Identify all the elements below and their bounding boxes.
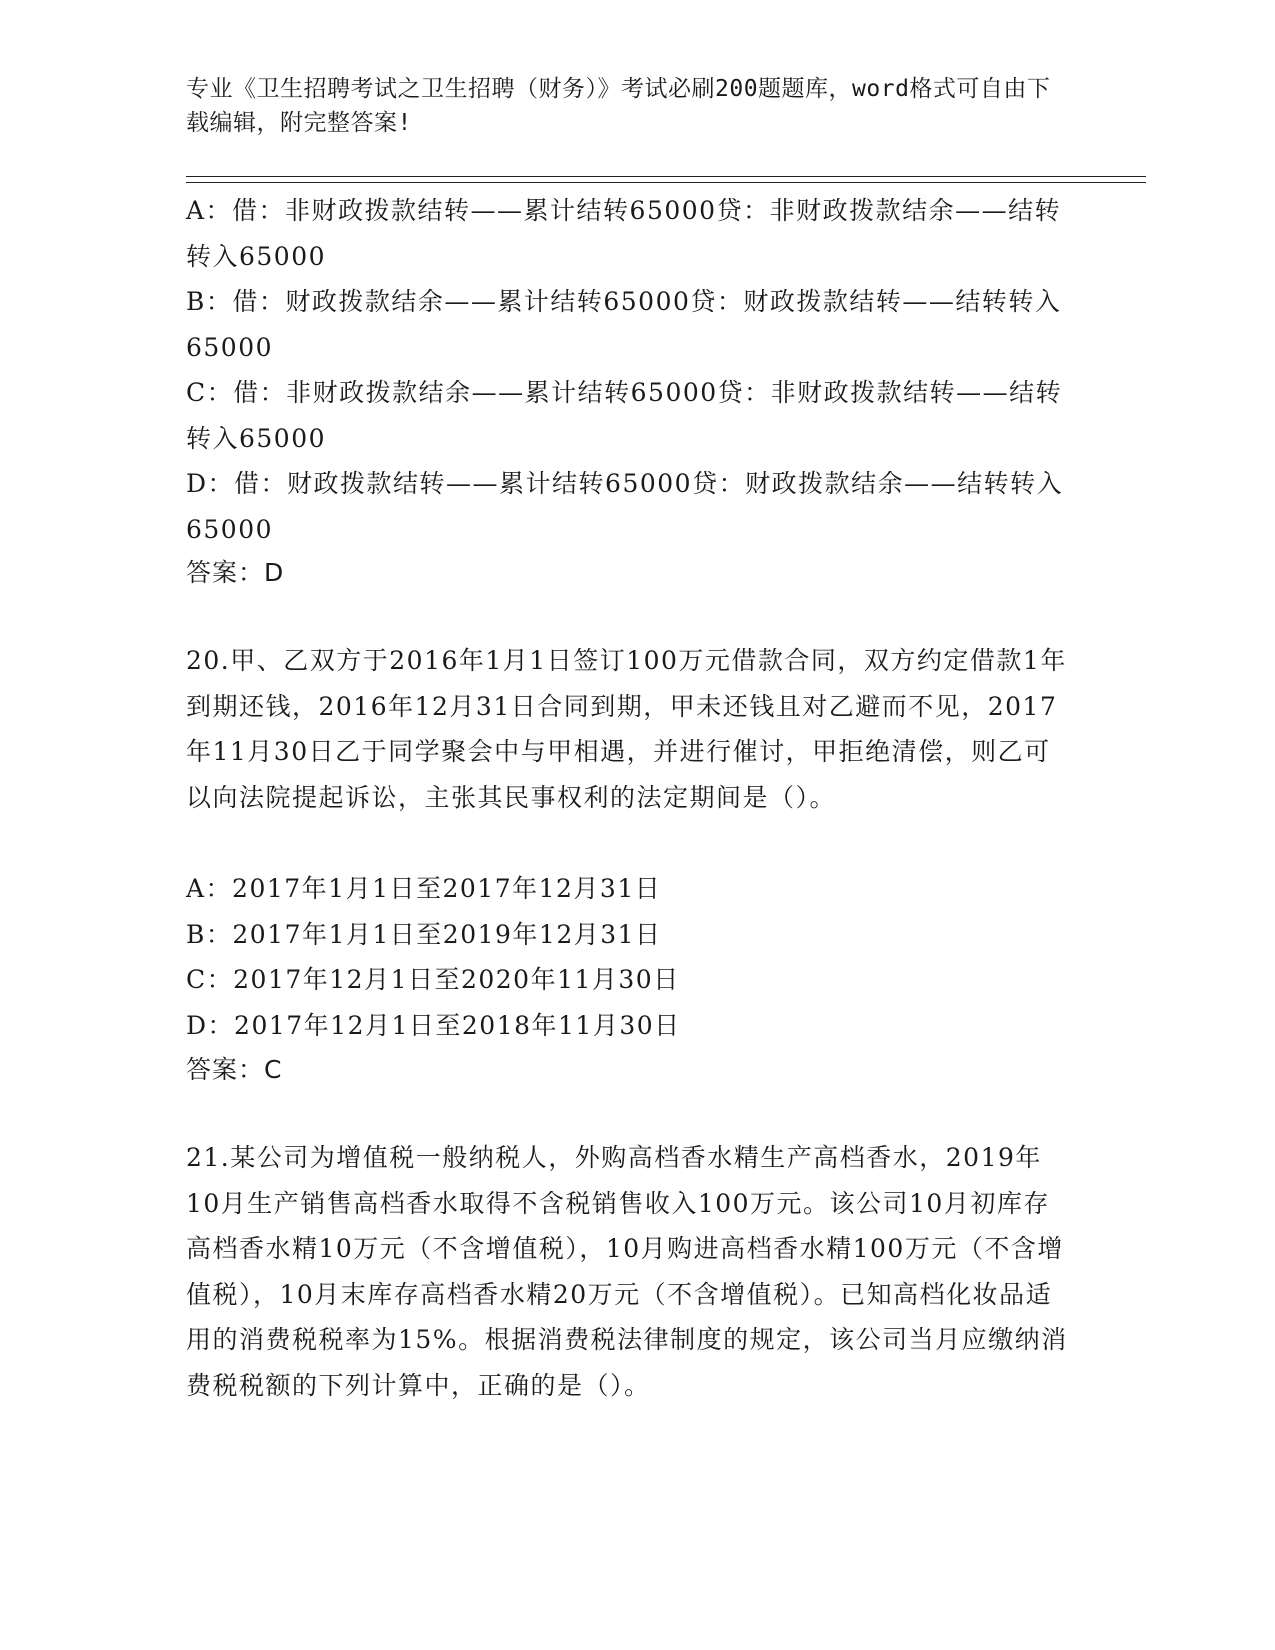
option-d: D：借：财政拨款结转——累计结转65000贷：财政拨款结余——结转转入65000 xyxy=(186,469,1064,544)
document-header: 专业《卫生招聘考试之卫生招聘（财务）》考试必刷200题题库，word格式可自由下载编辑，附完整答案! xyxy=(186,76,1051,136)
question-19-options xyxy=(186,188,1076,552)
question-20-options xyxy=(186,866,1076,1048)
option-c: C：借：非财政拨款结余——累计结转65000贷：非财政拨款结转——结转转入65000 xyxy=(186,378,1063,453)
header-divider xyxy=(186,176,1146,183)
question-19-answer: 答案：D xyxy=(186,558,285,587)
question-21-stem: 21.某公司为增值税一般纳税人，外购高档香水精生产高档香水，2019年10月生产销售高档香水取得不含税销售收入100万元。该公司10月初库存高档香水精10万元（不含增值税），10月购进高档香水精100万元（不含增值税），10月末库存高档香水精20万元（不含增值税）。已知高档化妆品适用的消费税税率为15%。根据消费税法律制度的规定，该公司当月应缴纳消费税税额的下列计算中，正确的是（）。 xyxy=(186,1143,1068,1400)
question-20-stem: 20.甲、乙双方于2016年1月1日签订100万元借款合同，双方约定借款1年到期还钱，2016年12月31日合同到期，甲未还钱且对乙避而不见，2017年11月30日乙于同学聚会中与甲相遇，并进行催讨，甲拒绝清偿，则乙可以向法院提起诉讼，主张其民事权利的法定期间是（）。 xyxy=(186,646,1067,812)
question-20-answer: 答案：C xyxy=(186,1055,283,1084)
option-b: B：2017年1月1日至2019年12月31日 xyxy=(186,919,662,949)
option-b: B：借：财政拨款结余——累计结转65000贷：财政拨款结转——结转转入65000 xyxy=(186,287,1062,362)
option-a: A：借：非财政拨款结转——累计结转65000贷：非财政拨款结余——结转转入65000 xyxy=(186,196,1062,271)
option-d: D：2017年12月1日至2018年11月30日 xyxy=(186,1010,681,1040)
option-a: A：2017年1月1日至2017年12月31日 xyxy=(186,874,662,903)
option-c: C：2017年12月1日至2020年11月30日 xyxy=(186,965,680,994)
